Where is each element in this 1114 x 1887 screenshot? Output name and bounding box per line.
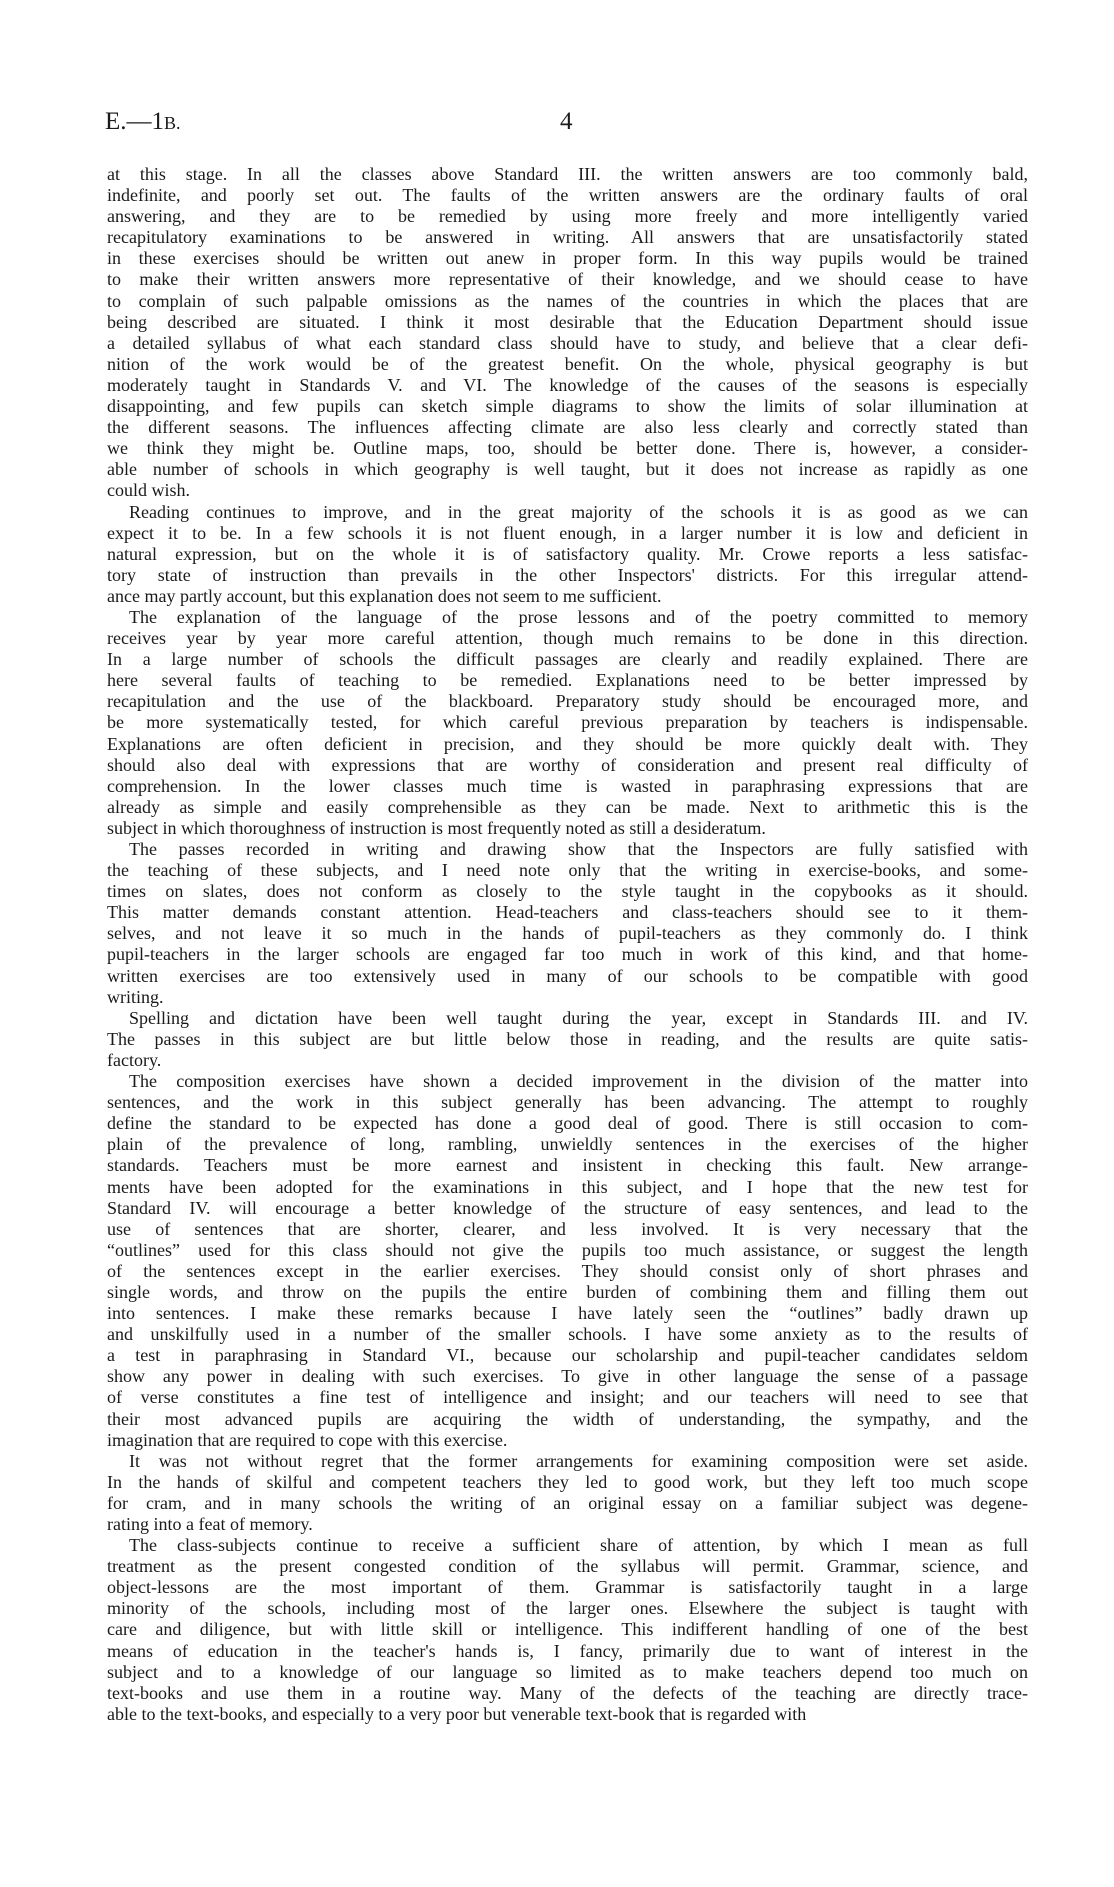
- page-header: [105, 108, 1027, 142]
- document-reference-main: E.—1: [105, 108, 165, 135]
- text-line: ance may partly account, but this explanation does not seem to me sufficient.: [107, 585, 662, 606]
- text-line: text-books and use them in a routine way. Many of the defects of the teaching are directly trace-: [107, 1682, 1028, 1703]
- text-line: disappointing, and few pupils can sketch simple diagrams to show the limits of solar illumination at: [107, 396, 1028, 417]
- paragraph: [107, 502, 1028, 607]
- text-line: Spelling and dictation have been well taught during the year, except in Standards III. and IV.: [129, 1007, 1028, 1028]
- paragraph: [107, 164, 1028, 502]
- text-line: already as simple and easily comprehensible as they can be made. Next to arithmetic this is the: [107, 796, 1028, 817]
- text-line: here several faults of teaching to be remedied. Explanations need to be better impressed by: [107, 670, 1028, 691]
- text-line: we think they might be. Outline maps, too, should be better done. There is, however, a consider-: [107, 438, 1028, 459]
- text-line: care and diligence, but with little skill or intelligence. This indifferent handling of one of the best: [107, 1619, 1028, 1640]
- text-line: In the hands of skilful and competent teachers they led to good work, but they left too much scope: [107, 1471, 1028, 1492]
- text-line: It was not without regret that the former arrangements for examining composition were set aside.: [129, 1450, 1028, 1471]
- text-line: pupil-teachers in the larger schools are engaged far too much in work of this kind, and that home-: [107, 944, 1028, 965]
- text-line: imagination that are required to cope with this exercise.: [107, 1429, 508, 1450]
- paragraph: [107, 1071, 1028, 1451]
- text-line: object-lessons are the most important of them. Grammar is satisfactorily taught in a large: [107, 1577, 1028, 1598]
- text-line: comprehension. In the lower classes much time is wasted in paraphrasing expressions that are: [107, 775, 1028, 796]
- text-line: use of sentences that are shorter, clearer, and less involved. It is very necessary that the: [107, 1218, 1028, 1239]
- text-line: selves, and not leave it so much in the hands of pupil-teachers as they commonly do. I think: [107, 923, 1028, 944]
- text-line: the teaching of these subjects, and I need note only that the writing in exercise-books, and some-: [107, 860, 1028, 881]
- text-line: answering, and they are to be remedied by using more freely and more intelligently varied: [107, 206, 1028, 227]
- text-line: into sentences. I make these remarks because I have lately seen the “outlines” badly drawn up: [107, 1303, 1028, 1324]
- text-line: factory.: [107, 1049, 162, 1070]
- text-line: indefinite, and poorly set out. The faults of the written answers are the ordinary faults of oral: [107, 185, 1028, 206]
- text-line: and unskilfully used in a number of the smaller schools. I have some anxiety as to the results of: [107, 1324, 1028, 1345]
- text-line: The class-subjects continue to receive a sufficient share of attention, by which I mean as full: [129, 1535, 1028, 1556]
- text-line: a test in paraphrasing in Standard VI., because our scholarship and pupil-teacher candidates seldom: [107, 1345, 1028, 1366]
- text-line: expect it to be. In a few schools it is not fluent enough, in a larger number it is low and deficient in: [107, 522, 1028, 543]
- text-line: Standard IV. will encourage a better knowledge of the structure of easy sentences, and lead to the: [107, 1197, 1028, 1218]
- text-line: in these exercises should be written out anew in proper form. In this way pupils would be trained: [107, 248, 1028, 269]
- paragraph: [107, 839, 1028, 1008]
- text-line: standards. Teachers must be more earnest and insistent in checking this fault. New arrange-: [107, 1155, 1028, 1176]
- text-line: subject in which thoroughness of instruction is most frequently noted as still a desideratum.: [107, 817, 766, 838]
- page-number: 4: [560, 108, 573, 135]
- text-line: ments have been adopted for the examinations in this subject, and I hope that the new test for: [107, 1176, 1028, 1197]
- text-line: rating into a feat of memory.: [107, 1514, 313, 1534]
- text-line: at this stage. In all the classes above Standard III. the written answers are too commonly bald,: [107, 164, 1028, 184]
- document-reference: [105, 108, 181, 136]
- text-line: sentences, and the work in this subject generally has been advancing. The attempt to roughly: [107, 1092, 1028, 1113]
- text-line: written exercises are too extensively used in many of our schools to be compatible with good: [107, 965, 1028, 986]
- text-line: being described are situated. I think it most desirable that the Education Department should issue: [107, 311, 1028, 332]
- text-line: nition of the work would be of the greatest benefit. On the whole, physical geography is but: [107, 353, 1028, 374]
- text-line: of verse constitutes a fine test of intelligence and insight; and our teachers will need to see that: [107, 1387, 1028, 1408]
- text-line: subject and to a knowledge of our language so limited as to make teachers depend too much on: [107, 1661, 1028, 1682]
- text-line: single words, and throw on the pupils the entire burden of combining them and filling them out: [107, 1281, 1028, 1302]
- text-line: be more systematically tested, for which careful previous preparation by teachers is indispensable.: [107, 712, 1028, 733]
- text-line: writing.: [107, 986, 164, 1007]
- text-line: define the standard to be expected has done a good deal of good. There is still occasion to com-: [107, 1113, 1028, 1134]
- paragraph: [107, 1535, 1028, 1725]
- text-line: a detailed syllabus of what each standard class should have to study, and believe that a clear defi-: [107, 332, 1028, 353]
- paragraph: [107, 1008, 1028, 1071]
- text-line: show any power in dealing with such exercises. To give in other language the sense of a passage: [107, 1366, 1028, 1387]
- text-line: to complain of such palpable omissions as the names of the countries in which the places that are: [107, 290, 1028, 311]
- text-line: treatment as the present congested condition of the syllabus will permit. Grammar, science, and: [107, 1556, 1028, 1577]
- text-line: The passes recorded in writing and drawing show that the Inspectors are fully satisfied with: [129, 839, 1028, 859]
- text-line: should also deal with expressions that are worthy of consideration and present real difficulty of: [107, 754, 1028, 775]
- text-line: receives year by year more careful attention, though much remains to be done in this direction.: [107, 628, 1028, 649]
- text-line: means of education in the teacher's hands is, I fancy, primarily due to want of interest in the: [107, 1640, 1028, 1661]
- document-body: [107, 164, 1028, 1725]
- text-line: This matter demands constant attention. Head-teachers and class-teachers should see to it them-: [107, 902, 1028, 923]
- paragraph: [107, 607, 1028, 839]
- text-line: could wish.: [107, 480, 190, 501]
- document-reference-suffix: B.: [164, 113, 181, 133]
- text-line: Reading continues to improve, and in the great majority of the schools it is as good as we can: [129, 501, 1028, 522]
- text-line: moderately taught in Standards V. and VI. The knowledge of the causes of the seasons is especially: [107, 374, 1028, 395]
- text-line: In a large number of schools the difficult passages are clearly and readily explained. There are: [107, 649, 1028, 670]
- text-line: times on slates, does not conform as closely to the style taught in the copybooks as it should.: [107, 881, 1028, 902]
- text-line: The explanation of the language of the prose lessons and of the poetry committed to memory: [129, 606, 1028, 627]
- text-line: Explanations are often deficient in precision, and they should be more quickly dealt with. They: [107, 733, 1028, 754]
- text-line: recapitulation and the use of the blackboard. Preparatory study should be encouraged more, and: [107, 691, 1028, 712]
- text-line: recapitulatory examinations to be answered in writing. All answers that are unsatisfactorily stated: [107, 227, 1028, 248]
- text-line: their most advanced pupils are acquiring the width of understanding, the sympathy, and the: [107, 1408, 1028, 1429]
- text-line: “outlines” used for this class should not give the pupils too much assistance, or suggest the length: [107, 1239, 1028, 1260]
- text-line: The composition exercises have shown a decided improvement in the division of the matter into: [129, 1071, 1028, 1092]
- text-line: able to the text-books, and especially to a very poor but venerable text-book that is regarded with: [107, 1703, 807, 1724]
- paragraph: [107, 1451, 1028, 1535]
- text-line: natural expression, but on the whole it is of satisfactory quality. Mr. Crowe reports a less satisfac-: [107, 543, 1028, 564]
- text-line: of the sentences except in the earlier exercises. They should consist only of short phrases and: [107, 1260, 1028, 1281]
- text-line: the different seasons. The influences affecting climate are also less clearly and correctly stated than: [107, 417, 1028, 438]
- text-line: plain of the prevalence of long, rambling, unwieldly sentences in the exercises of the higher: [107, 1134, 1028, 1155]
- text-line: for cram, and in many schools the writing of an original essay on a familiar subject was degene-: [107, 1492, 1028, 1513]
- text-line: to make their written answers more representative of their knowledge, and we should cease to have: [107, 269, 1028, 290]
- text-line: minority of the schools, including most of the larger ones. Elsewhere the subject is taught with: [107, 1598, 1028, 1619]
- text-line: tory state of instruction than prevails in the other Inspectors' districts. For this irregular attend-: [107, 564, 1028, 585]
- text-line: The passes in this subject are but little below those in reading, and the results are quite satis-: [107, 1028, 1028, 1049]
- text-line: able number of schools in which geography is well taught, but it does not increase as rapidly as one: [107, 459, 1028, 480]
